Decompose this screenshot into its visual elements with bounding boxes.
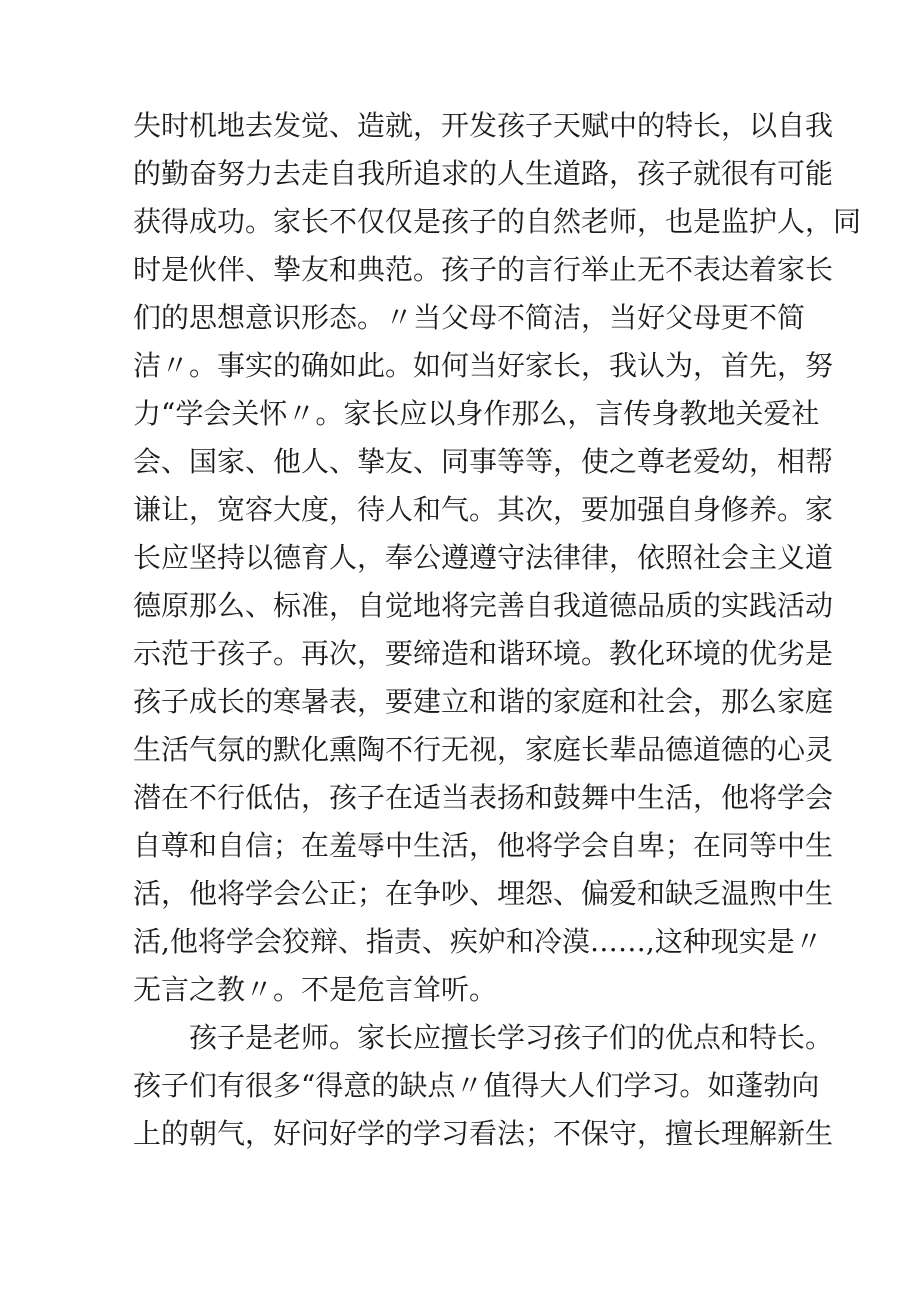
text-line: 洁〃。事实的确如此。如何当好家长，我认为，首先，努 <box>133 349 834 382</box>
text-line: 孩子们有很多“得意的缺点〃值得大人们学习。如蓬勃向 <box>133 1069 820 1102</box>
text-line: 们的思想意识形态。〃当父母不简洁，当好父母更不简 <box>133 301 806 334</box>
text-line: 长应坚持以德育人，奉公遵遵守法律律，依照社会主义道 <box>133 541 834 574</box>
text-line: 会、国家、他人、挚友、同事等等，使之尊老爱幼，相帮 <box>133 445 834 478</box>
paragraph-2 <box>133 1014 834 1158</box>
text-line: 上的朝气，好问好学的学习看法；不保守，擅长理解新生 <box>133 1117 834 1150</box>
body-text <box>133 102 862 1158</box>
paragraph-1 <box>133 102 862 1014</box>
text-line: 孩子是老师。家长应擅长学习孩子们的优点和特长。 <box>189 1021 834 1054</box>
text-line: 孩子成长的寒暑表，要建立和谐的家庭和社会，那么家庭 <box>133 685 834 718</box>
text-line: 力“学会关怀〃。家长应以身作那么，言传身教地关爱社 <box>133 397 820 430</box>
text-line: 时是伙伴、挚友和典范。孩子的言行举止无不表达着家长 <box>133 253 834 286</box>
text-line: 谦让，宽容大度，待人和气。其次，要加强自身修养。家 <box>133 493 834 526</box>
text-line: 潜在不行低估，孩子在适当表扬和鼓舞中生活，他将学会 <box>133 781 834 814</box>
text-line: 活,他将学会狡辩、指责、疾妒和冷漠……,这种现实是〃 <box>133 925 823 958</box>
text-line: 自尊和自信；在羞辱中生活，他将学会自卑；在同等中生 <box>133 829 834 862</box>
text-line: 活，他将学会公正；在争吵、埋怨、偏爱和缺乏温煦中生 <box>133 877 834 910</box>
text-line: 的勤奋努力去走自我所追求的人生道路，孩子就很有可能 <box>133 157 834 190</box>
text-line: 示范于孩子。再次，要缔造和谐环境。教化环境的优劣是 <box>133 637 834 670</box>
text-line: 无言之教〃。不是危言耸听。 <box>133 973 498 1006</box>
text-line: 德原那么、标准，自觉地将完善自我道德品质的实践活动 <box>133 589 834 622</box>
text-line: 失时机地去发觉、造就，开发孩子天赋中的特长，以自我 <box>133 109 834 142</box>
text-line: 生活气氛的默化熏陶不行无视，家庭长辈品德道德的心灵 <box>133 733 834 766</box>
text-line: 获得成功。家长不仅仅是孩子的自然老师，也是监护人，同 <box>133 205 862 238</box>
